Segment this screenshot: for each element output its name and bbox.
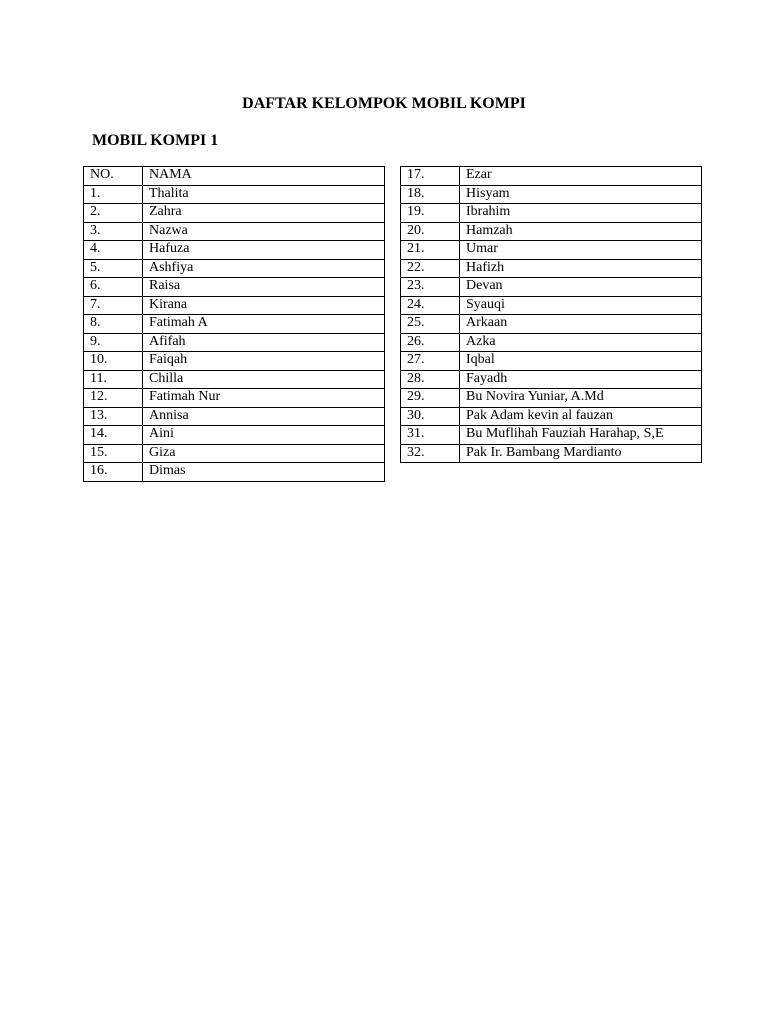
table-row [401, 333, 702, 352]
row-number: 30. [401, 407, 460, 426]
table-row [401, 222, 702, 241]
row-number: 27. [401, 352, 460, 371]
row-name: Ezar [460, 167, 702, 186]
header-no: NO. [84, 167, 143, 186]
row-name: Hafizh [460, 259, 702, 278]
row-name: Bu Muflihah Fauziah Harahap, S,E [460, 426, 702, 445]
table-row [401, 278, 702, 297]
row-name: Nazwa [143, 222, 385, 241]
table-row [84, 278, 385, 297]
table-row [84, 259, 385, 278]
row-number: 20. [401, 222, 460, 241]
table-row [84, 222, 385, 241]
row-number: 18. [401, 185, 460, 204]
table-row [401, 167, 702, 186]
row-number: 7. [84, 296, 143, 315]
row-name: Thalita [143, 185, 385, 204]
roster-table-left-body [84, 167, 385, 482]
table-row [401, 444, 702, 463]
row-number: 31. [401, 426, 460, 445]
row-number: 19. [401, 204, 460, 223]
roster-table-right-body [401, 167, 702, 463]
table-row [84, 315, 385, 334]
row-number: 10. [84, 352, 143, 371]
row-number: 3. [84, 222, 143, 241]
row-name: Faiqah [143, 352, 385, 371]
table-row [401, 315, 702, 334]
row-name: Devan [460, 278, 702, 297]
row-number: 14. [84, 426, 143, 445]
row-number: 24. [401, 296, 460, 315]
table-row [401, 389, 702, 408]
row-name: Chilla [143, 370, 385, 389]
row-name: Giza [143, 444, 385, 463]
row-number: 22. [401, 259, 460, 278]
table-row [84, 333, 385, 352]
row-number: 6. [84, 278, 143, 297]
row-name: Umar [460, 241, 702, 260]
row-number: 12. [84, 389, 143, 408]
row-number: 32. [401, 444, 460, 463]
row-number: 13. [84, 407, 143, 426]
table-row [84, 185, 385, 204]
table-row [401, 185, 702, 204]
table-row [84, 370, 385, 389]
row-name: Ibrahim [460, 204, 702, 223]
row-number: 4. [84, 241, 143, 260]
row-number: 21. [401, 241, 460, 260]
row-number: 29. [401, 389, 460, 408]
row-number: 8. [84, 315, 143, 334]
table-row [84, 389, 385, 408]
row-name: Arkaan [460, 315, 702, 334]
section-title: MOBIL KOMPI 1 [92, 132, 219, 149]
row-name: Annisa [143, 407, 385, 426]
row-number: 11. [84, 370, 143, 389]
roster-table-left [83, 166, 385, 482]
row-name: Fatimah A [143, 315, 385, 334]
row-number: 9. [84, 333, 143, 352]
row-name: Aini [143, 426, 385, 445]
table-row [401, 426, 702, 445]
table-row [401, 352, 702, 371]
row-name: Hisyam [460, 185, 702, 204]
row-name: Fayadh [460, 370, 702, 389]
row-number: 25. [401, 315, 460, 334]
row-number: 17. [401, 167, 460, 186]
row-name: Afifah [143, 333, 385, 352]
row-name: Pak Ir. Bambang Mardianto [460, 444, 702, 463]
table-row [84, 241, 385, 260]
row-name: Kirana [143, 296, 385, 315]
roster-table-right [400, 166, 702, 463]
table-row [401, 241, 702, 260]
row-name: Raisa [143, 278, 385, 297]
row-number: 26. [401, 333, 460, 352]
row-name: Dimas [143, 463, 385, 482]
table-row [84, 444, 385, 463]
row-name: Iqbal [460, 352, 702, 371]
table-row [401, 370, 702, 389]
row-number: 16. [84, 463, 143, 482]
row-name: Syauqi [460, 296, 702, 315]
document-title: DAFTAR KELOMPOK MOBIL KOMPI [242, 95, 526, 112]
table-row [84, 296, 385, 315]
row-name: Bu Novira Yuniar, A.Md [460, 389, 702, 408]
table-row [401, 259, 702, 278]
row-number: 23. [401, 278, 460, 297]
row-number: 1. [84, 185, 143, 204]
row-name: Hafuza [143, 241, 385, 260]
row-name: Hamzah [460, 222, 702, 241]
table-row [401, 204, 702, 223]
row-number: 5. [84, 259, 143, 278]
row-number: 2. [84, 204, 143, 223]
table-row [401, 296, 702, 315]
row-number: 28. [401, 370, 460, 389]
row-name: Pak Adam kevin al fauzan [460, 407, 702, 426]
row-name: Fatimah Nur [143, 389, 385, 408]
table-row [84, 426, 385, 445]
row-name: Zahra [143, 204, 385, 223]
table-row [84, 463, 385, 482]
header-name: NAMA [143, 167, 385, 186]
row-name: Ashfiya [143, 259, 385, 278]
row-name: Azka [460, 333, 702, 352]
table-row [84, 352, 385, 371]
table-row [84, 407, 385, 426]
table-header-row [84, 167, 385, 186]
table-row [401, 407, 702, 426]
table-row [84, 204, 385, 223]
row-number: 15. [84, 444, 143, 463]
